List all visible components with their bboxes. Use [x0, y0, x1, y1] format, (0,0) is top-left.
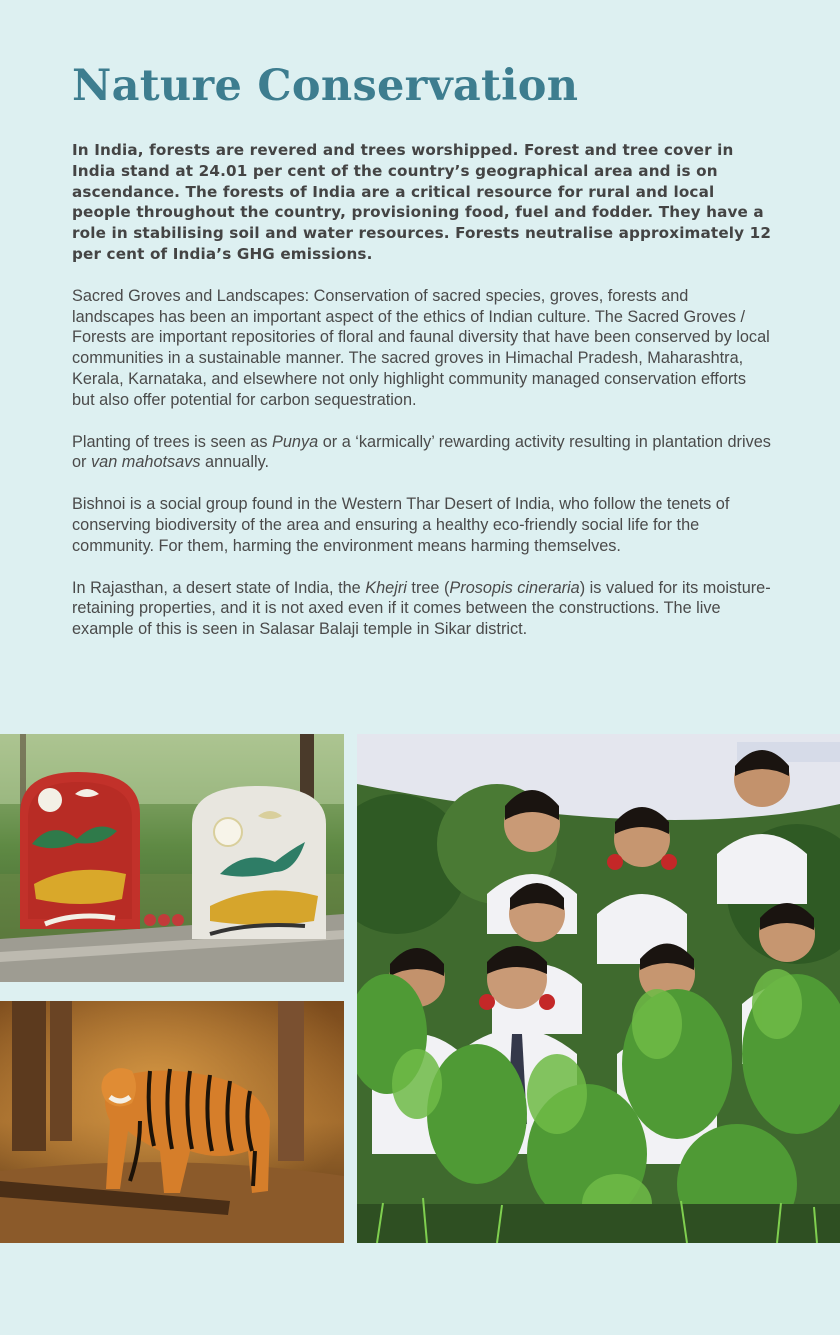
sacred-groves-paragraph: Sacred Groves and Landscapes: Conservation of sacred species, groves, forests and landscapes has been an important aspect of the ethics of Indian culture. The Sacred Groves / Forests are important repositories of floral and faunal diversity that have been conserved by local communities in a sustainable manner. The sacred groves in Himachal Pradesh, Maharashtra, Kerala, Karnataka, and elsewhere not only highlight community managed conservation efforts but also offer potential for carbon sequestration. [72, 286, 770, 409]
tree-planting-paragraph: Planting of trees is seen as Punya or a ‘karmically’ rewarding activity resulting in plantation drives or van mahotsavs annually. [72, 432, 771, 472]
tiger-photo [0, 1001, 344, 1243]
sacred-stones-photo [0, 734, 344, 982]
page-title: Nature Conservation [72, 61, 579, 111]
bishnoi-paragraph: Bishnoi is a social group found in the Western Thar Desert of India, who follow the tenets of conserving biodiversity of the area and ensuring a healthy eco-friendly social life for the community. For them, harming the environment means harming themselves. [72, 495, 730, 555]
students-plantation-photo [357, 734, 840, 1243]
khejri-paragraph: In Rajasthan, a desert state of India, the Khejri tree (Prosopis cineraria) is valued for its moisture-retaining properties, and it is not axed even if it comes between the constructions. The live example of this is seen in Salasar Balaji temple in Sikar district. [72, 578, 771, 639]
lead-paragraph: In India, forests are revered and trees worshipped. Forest and tree cover in India stand at 24.01 per cent of the country’s geographical area and is on ascendance. The forests of India are a critical resource for rural and local people throughout the country, provisioning food, fuel and fodder. They have a role in stabilising soil and water resources. Forests neutralise approximately 12 per cent of India’s GHG emissions. [72, 141, 772, 263]
article-body [72, 140, 772, 661]
